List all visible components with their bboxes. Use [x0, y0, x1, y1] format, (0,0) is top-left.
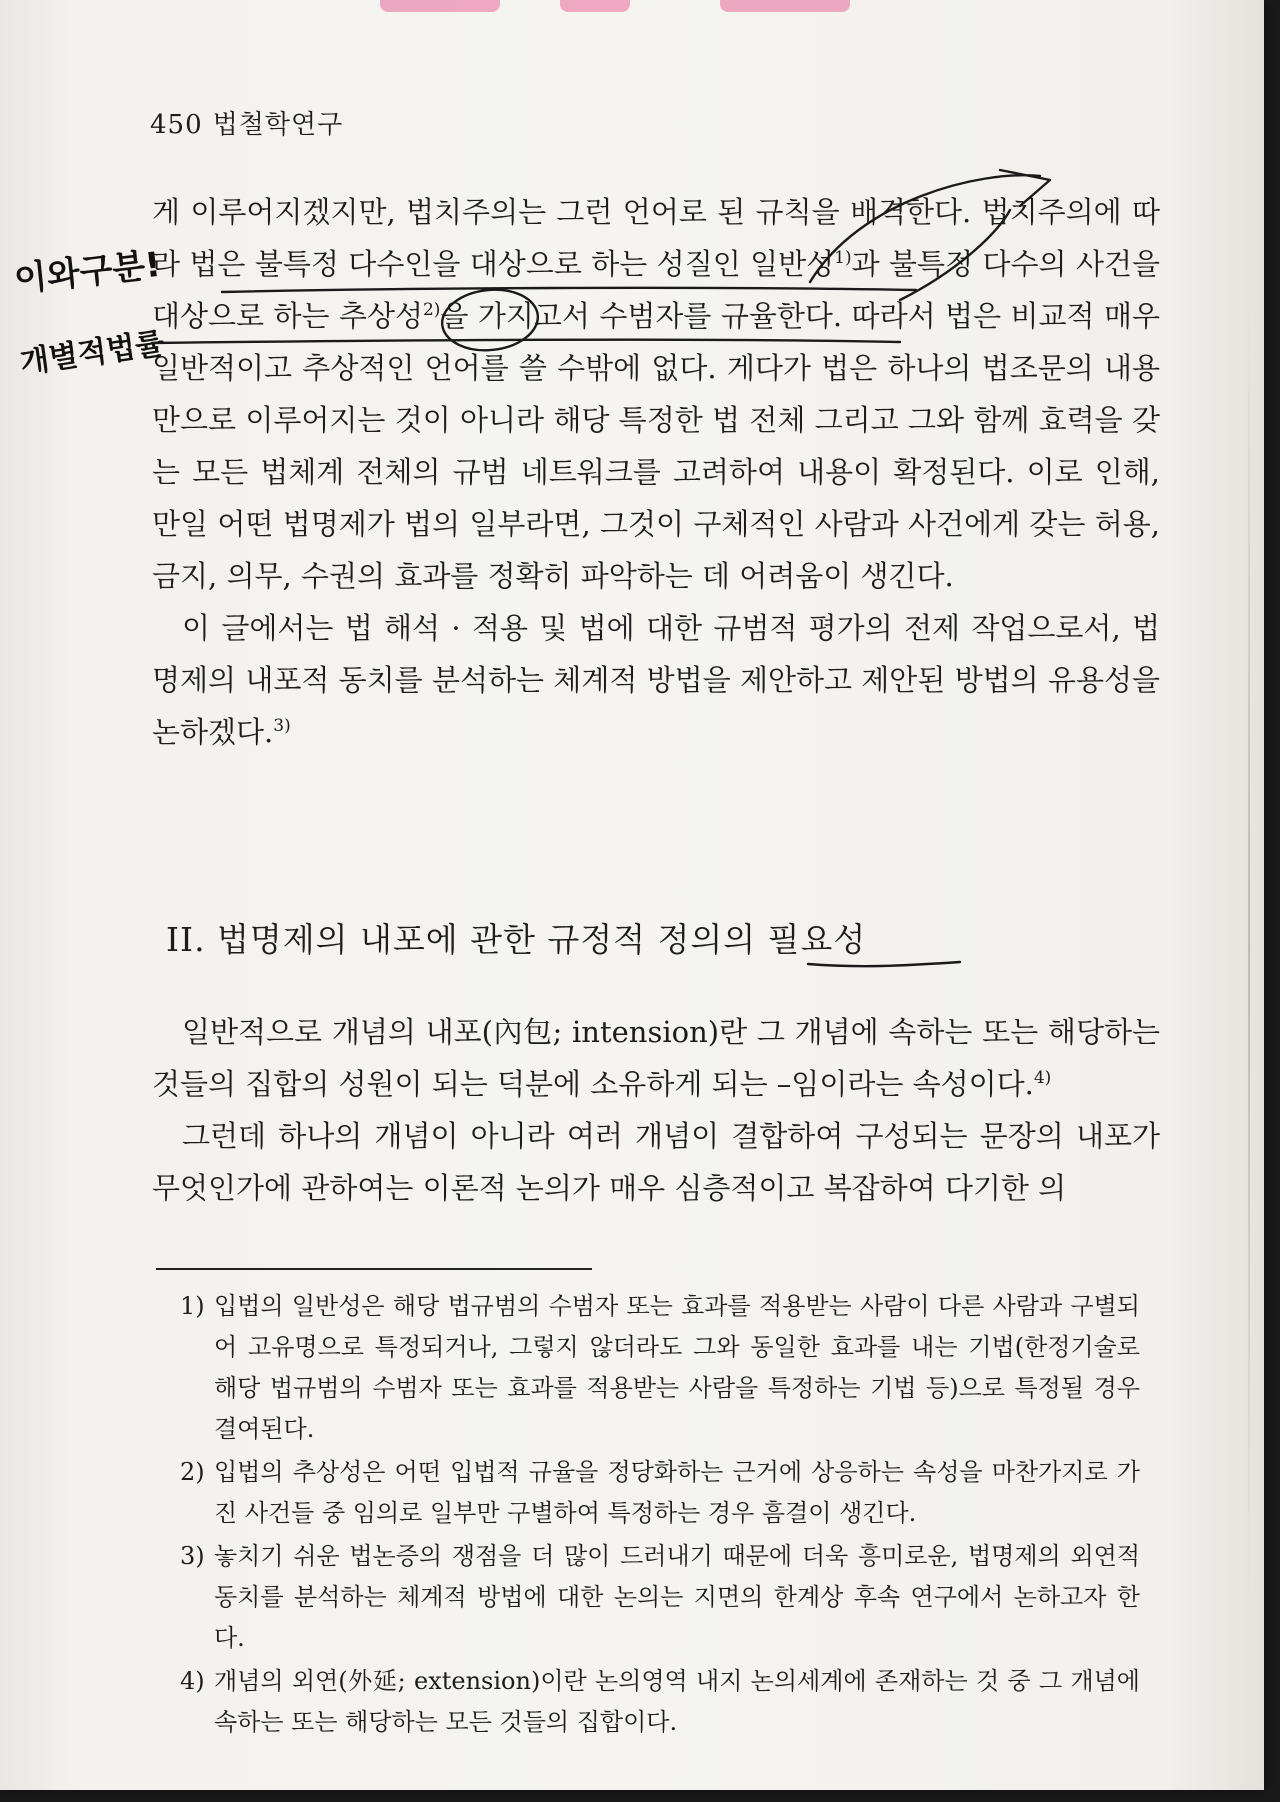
- footnote: [180, 1452, 1140, 1534]
- body-text: [152, 186, 1160, 758]
- page-number: 450: [150, 110, 203, 140]
- page-crease: [1248, 300, 1250, 1600]
- footnote-text: 개념의 외연(外延; extension)이란 논의영역 내지 논의세계에 존재하는 것 중 그 개념에 속하는 또는 해당하는 모든 것들의 집합이다.: [214, 1667, 1140, 1736]
- section-heading: II. 법명제의 내포에 관한 규정적 정의의 필요성: [166, 920, 867, 959]
- footnote-text: 입법의 추상성은 어떤 입법적 규율을 정당화하는 근거에 상응하는 속성을 마찬가지로 가진 사건들 중 임의로 일부만 구별하여 특정하는 경우 흠결이 생긴다.: [214, 1458, 1140, 1527]
- highlighter-mark: [720, 0, 850, 12]
- section-body: [152, 1006, 1160, 1214]
- footnote-number: 3): [180, 1542, 205, 1570]
- highlighter-mark: [380, 0, 500, 12]
- paragraph: 게 이루어지겠지만, 법치주의는 그런 언어로 된 규칙을 배격한다. 법치주의에 따라 법은 불특정 다수인을 대상으로 하는 성질인 일반성$^{1)}$과 불특정 다수의 사건을 대상으로 하는 추상성$^{2)}$을 가지고서 수범자를 규율한다. 따라서 법은 비교적 매우 일반적이고 추상적인 언어를 쓸 수밖에 없다. 게다가 법은 하나의 법조문의 내용만으로 이루어지는 것이 아니라 해당 특정한 법 전체 그리고 그와 함께 효력을 갖는 모든 법체계 전체의 규범 네트워크를 고려하여 내용이 확정된다. 이로 인해, 만일 어떤 법명제가 법의 일부라면, 그것이 구체적인 사람과 사건에게 갖는 허용, 금지, 의무, 수권의 효과를 정확히 파악하는 데 어려움이 생긴다.: [152, 195, 1160, 593]
- pen-underline: [808, 962, 960, 966]
- footnote-ref[interactable]: 1): [834, 248, 852, 268]
- paragraph: 그런데 하나의 개념이 아니라 여러 개념이 결합하여 구성되는 문장의 내포가 무엇인가에 관하여는 이론적 논의가 매우 심층적이고 복잡하여 다기한 의: [152, 1119, 1160, 1205]
- running-head: [150, 104, 343, 141]
- footnote-ref[interactable]: 4): [1033, 1068, 1052, 1088]
- footnote: [180, 1536, 1140, 1659]
- footnote-text: 놓치기 쉬운 법논증의 쟁점을 더 많이 드러내기 때문에 더욱 흥미로운, 법명제의 외연적 동치를 분석하는 체계적 방법에 대한 논의는 지면의 한계상 후속 연구에서 논하고자 한다.: [214, 1542, 1140, 1652]
- footnote: [180, 1286, 1140, 1450]
- footnote-number: 1): [180, 1292, 205, 1320]
- journal-title: 법철학연구: [212, 110, 344, 140]
- footnote-number: 2): [180, 1458, 205, 1486]
- footnote-text: 입법의 일반성은 해당 법규범의 수범자 또는 효과를 적용받는 사람이 다른 사람과 구별되어 고유명으로 특정되거나, 그렇지 않더라도 그와 동일한 효과를 내는 기법(한정기술로 해당 법규범의 수범자 또는 효과를 적용받는 사람을 특정하는 기법 등)으로 특정될 경우 결여된다.: [214, 1292, 1140, 1443]
- handwritten-note: 개별적법률: [18, 325, 167, 381]
- paragraph: 일반적으로 개념의 내포(內包; intension)란 그 개념에 속하는 또는 해당하는 것들의 집합의 성원이 되는 덕분에 소유하게 되는 –임이라는 속성이다.$^{4)}$: [152, 1015, 1160, 1101]
- footnote-number: 4): [180, 1667, 205, 1695]
- paragraph: 이 글에서는 법 해석 · 적용 및 법에 대한 규범적 평가의 전제 작업으로서, 법명제의 내포적 동치를 분석하는 체계적 방법을 제안하고 제안된 방법의 유용성을 논하겠다.$^{3)}$: [152, 611, 1160, 749]
- footnote: [180, 1661, 1140, 1743]
- footnotes: [180, 1286, 1140, 1745]
- footnote-divider: [156, 1268, 592, 1270]
- footnote-ref[interactable]: 2): [422, 300, 441, 320]
- handwritten-note: 이와구분!: [12, 244, 163, 300]
- highlighter-mark: [560, 0, 630, 12]
- footnote-ref[interactable]: 3): [273, 716, 291, 736]
